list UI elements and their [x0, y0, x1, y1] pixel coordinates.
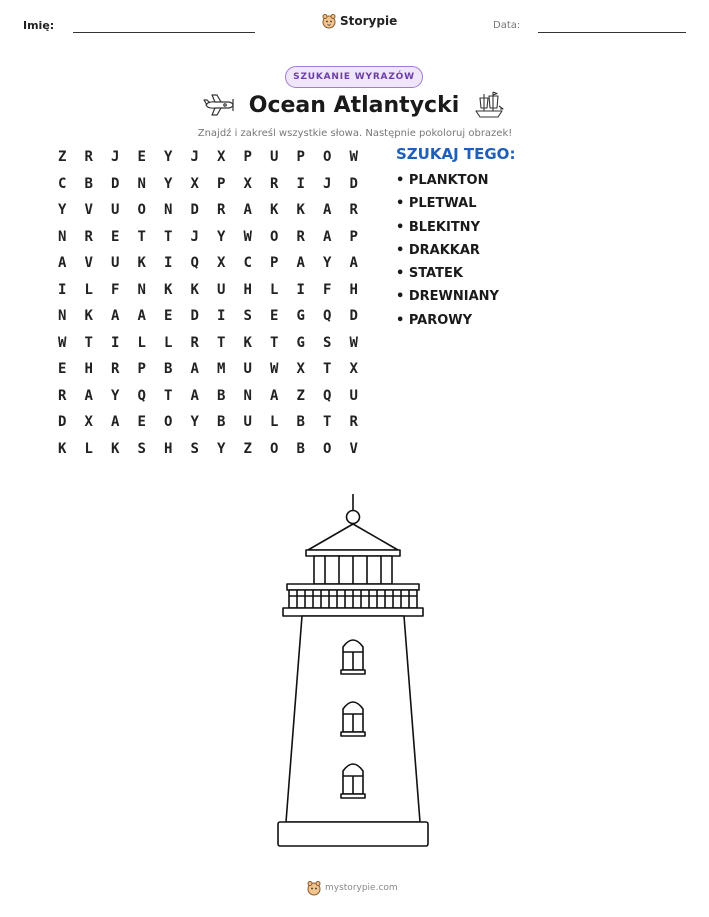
grid-cell: J — [190, 228, 199, 245]
grid-cell: I — [58, 281, 67, 298]
grid-cell: O — [164, 414, 173, 430]
grid-row — [49, 412, 367, 439]
grid-cell: A — [243, 202, 252, 218]
footer — [307, 880, 398, 896]
grid-cell: U — [111, 202, 120, 218]
grid-cell: R — [349, 414, 358, 430]
grid-cell: X — [190, 175, 199, 192]
word-list-item: • PLETWAL — [396, 196, 477, 212]
grid-cell: O — [270, 228, 279, 245]
word-list-item: • DREWNIANY — [396, 289, 499, 305]
grid-cell: A — [270, 387, 279, 404]
word-list-title: SZUKAJ TEGO: — [396, 145, 516, 163]
grid-cell: X — [84, 414, 93, 430]
grid-cell: U — [217, 281, 226, 298]
activity-badge: SZUKANIE WYRAZÓW — [285, 66, 423, 88]
grid-cell: R — [58, 387, 67, 404]
grid-cell: K — [84, 308, 93, 324]
grid-cell: Q — [323, 308, 332, 324]
grid-cell: E — [137, 149, 146, 165]
grid-row — [49, 227, 367, 254]
grid-cell: W — [243, 228, 252, 245]
grid-cell: N — [243, 387, 252, 404]
instructions: Znajdź i zakreśl wszystkie słowa. Następnie pokoloruj obrazek! — [197, 128, 513, 139]
grid-cell: X — [217, 255, 226, 271]
grid-cell: N — [137, 281, 146, 298]
grid-cell: P — [217, 175, 226, 192]
grid-cell: U — [270, 149, 279, 165]
grid-cell: R — [349, 202, 358, 218]
grid-row — [49, 174, 367, 201]
grid-cell: U — [111, 255, 120, 271]
grid-cell: O — [137, 202, 146, 218]
grid-cell: R — [270, 175, 279, 192]
grid-cell: N — [58, 308, 67, 324]
grid-cell: K — [190, 281, 199, 298]
grid-cell: T — [323, 414, 332, 430]
grid-cell: P — [270, 255, 279, 271]
grid-cell: D — [349, 175, 358, 192]
word-list-item: • PAROWY — [396, 312, 473, 328]
grid-cell: W — [349, 149, 358, 165]
grid-cell: K — [164, 281, 173, 298]
name-label: Imię: — [23, 19, 55, 32]
grid-cell: F — [323, 281, 332, 298]
grid-cell: L — [84, 281, 93, 298]
grid-cell: T — [270, 334, 279, 351]
grid-cell: B — [296, 440, 305, 457]
grid-cell: R — [84, 228, 93, 245]
word-list-item: • DRAKKAR — [396, 242, 480, 258]
word-list-item: • BLEKITNY — [396, 219, 480, 235]
grid-cell: Y — [164, 175, 173, 192]
grid-cell: D — [190, 202, 199, 218]
page-title: Ocean Atlantycki — [248, 93, 460, 118]
grid-cell: K — [137, 255, 146, 271]
grid-cell: L — [270, 414, 279, 430]
grid-cell: X — [243, 175, 252, 192]
word-list-item: • PLANKTON — [396, 173, 489, 188]
grid-cell: I — [217, 308, 226, 324]
grid-cell: Y — [217, 440, 226, 457]
grid-cell: T — [84, 334, 93, 351]
grid-cell: T — [164, 228, 173, 245]
grid-cell: E — [270, 308, 279, 324]
grid-cell: W — [270, 361, 279, 377]
grid-cell: E — [111, 228, 120, 245]
grid-cell: B — [84, 175, 93, 192]
grid-cell: J — [190, 149, 199, 165]
word-search-grid — [49, 147, 367, 465]
brand-logo — [322, 13, 397, 29]
grid-cell: U — [243, 361, 252, 377]
date-line — [538, 32, 686, 33]
grid-cell: B — [164, 361, 173, 377]
grid-cell: O — [323, 149, 332, 165]
grid-cell: D — [349, 308, 358, 324]
grid-cell: C — [243, 255, 252, 271]
grid-cell: L — [270, 281, 279, 298]
grid-cell: T — [217, 334, 226, 351]
grid-cell: P — [296, 149, 305, 165]
grid-cell: V — [349, 440, 358, 457]
grid-cell: A — [111, 414, 120, 430]
footer-url: mystorypie.com — [325, 883, 398, 893]
grid-cell: B — [296, 414, 305, 430]
grid-cell: Z — [58, 149, 67, 165]
grid-cell: A — [58, 255, 67, 271]
grid-cell: L — [164, 334, 173, 351]
grid-cell: I — [296, 175, 305, 192]
grid-cell: I — [296, 281, 305, 298]
grid-cell: V — [84, 202, 93, 218]
grid-cell: J — [323, 175, 332, 192]
grid-cell: Z — [243, 440, 252, 457]
grid-cell: R — [84, 149, 93, 165]
grid-cell: Y — [164, 149, 173, 165]
grid-cell: H — [243, 281, 252, 298]
grid-cell: W — [58, 334, 67, 351]
grid-cell: K — [243, 334, 252, 351]
grid-row — [49, 333, 367, 360]
name-line — [73, 32, 255, 33]
grid-cell: M — [217, 361, 226, 377]
grid-cell: B — [217, 387, 226, 404]
grid-cell: Z — [296, 387, 305, 404]
grid-cell: E — [164, 308, 173, 324]
grid-cell: I — [164, 255, 173, 271]
grid-cell: O — [323, 440, 332, 457]
grid-cell: Q — [137, 387, 146, 404]
word-list-item: • STATEK — [396, 266, 463, 282]
grid-cell: A — [323, 228, 332, 245]
grid-cell: T — [137, 228, 146, 245]
grid-cell: N — [164, 202, 173, 218]
grid-cell: Y — [111, 387, 120, 404]
grid-cell: R — [217, 202, 226, 218]
grid-cell: J — [111, 149, 120, 165]
grid-cell: K — [270, 202, 279, 218]
grid-cell: Y — [58, 202, 67, 218]
grid-cell: V — [84, 255, 93, 271]
grid-row — [49, 147, 367, 174]
grid-cell: A — [84, 387, 93, 404]
grid-cell: Y — [190, 414, 199, 430]
grid-cell: K — [296, 202, 305, 218]
grid-cell: P — [137, 361, 146, 377]
grid-cell: R — [111, 361, 120, 377]
grid-cell: N — [137, 175, 146, 192]
grid-cell: A — [190, 387, 199, 404]
grid-cell: L — [137, 334, 146, 351]
grid-cell: G — [296, 308, 305, 324]
grid-cell: D — [190, 308, 199, 324]
grid-cell: Q — [323, 387, 332, 404]
grid-cell: K — [111, 440, 120, 457]
grid-cell: H — [164, 440, 173, 457]
brand-name: Storypie — [340, 14, 398, 28]
grid-cell: A — [296, 255, 305, 271]
grid-row — [49, 306, 367, 333]
grid-cell: Y — [217, 228, 226, 245]
grid-cell: A — [137, 308, 146, 324]
grid-cell: Q — [190, 255, 199, 271]
grid-cell: E — [58, 361, 67, 377]
grid-cell: I — [111, 334, 120, 351]
grid-cell: X — [349, 361, 358, 377]
grid-cell: N — [58, 228, 67, 245]
grid-cell: L — [84, 440, 93, 457]
grid-cell: B — [217, 414, 226, 430]
grid-cell: A — [323, 202, 332, 218]
grid-cell: D — [111, 175, 120, 192]
grid-cell: S — [190, 440, 199, 457]
grid-row — [49, 200, 367, 227]
grid-cell: F — [111, 281, 120, 298]
date-label: Data: — [493, 20, 521, 31]
grid-cell: K — [58, 440, 67, 457]
grid-cell: C — [58, 175, 67, 192]
grid-row — [49, 253, 367, 280]
grid-cell: O — [270, 440, 279, 457]
airplane-icon — [202, 92, 236, 118]
pie-mascot-icon — [322, 13, 336, 29]
lighthouse-illustration — [272, 492, 434, 852]
grid-cell: E — [137, 414, 146, 430]
grid-cell: A — [190, 361, 199, 377]
grid-cell: U — [243, 414, 252, 430]
grid-cell: S — [243, 308, 252, 324]
grid-cell: S — [137, 440, 146, 457]
grid-cell: T — [323, 361, 332, 377]
pie-mascot-icon — [307, 880, 321, 896]
grid-cell: G — [296, 334, 305, 351]
grid-row — [49, 386, 367, 413]
grid-cell: P — [243, 149, 252, 165]
word-list — [396, 172, 499, 335]
grid-cell: S — [323, 334, 332, 351]
grid-cell: A — [111, 308, 120, 324]
grid-cell: R — [296, 228, 305, 245]
grid-cell: H — [84, 361, 93, 377]
sailing-ship-icon — [473, 90, 505, 120]
grid-cell: U — [349, 387, 358, 404]
grid-cell: A — [349, 255, 358, 271]
grid-cell: P — [349, 228, 358, 245]
grid-row — [49, 280, 367, 307]
grid-cell: Y — [323, 255, 332, 271]
grid-cell: H — [349, 281, 358, 298]
grid-cell: X — [296, 361, 305, 377]
grid-cell: T — [164, 387, 173, 404]
grid-cell: X — [217, 149, 226, 165]
grid-cell: W — [349, 334, 358, 351]
grid-row — [49, 439, 367, 466]
grid-row — [49, 359, 367, 386]
grid-cell: D — [58, 414, 67, 430]
grid-cell: R — [190, 334, 199, 351]
